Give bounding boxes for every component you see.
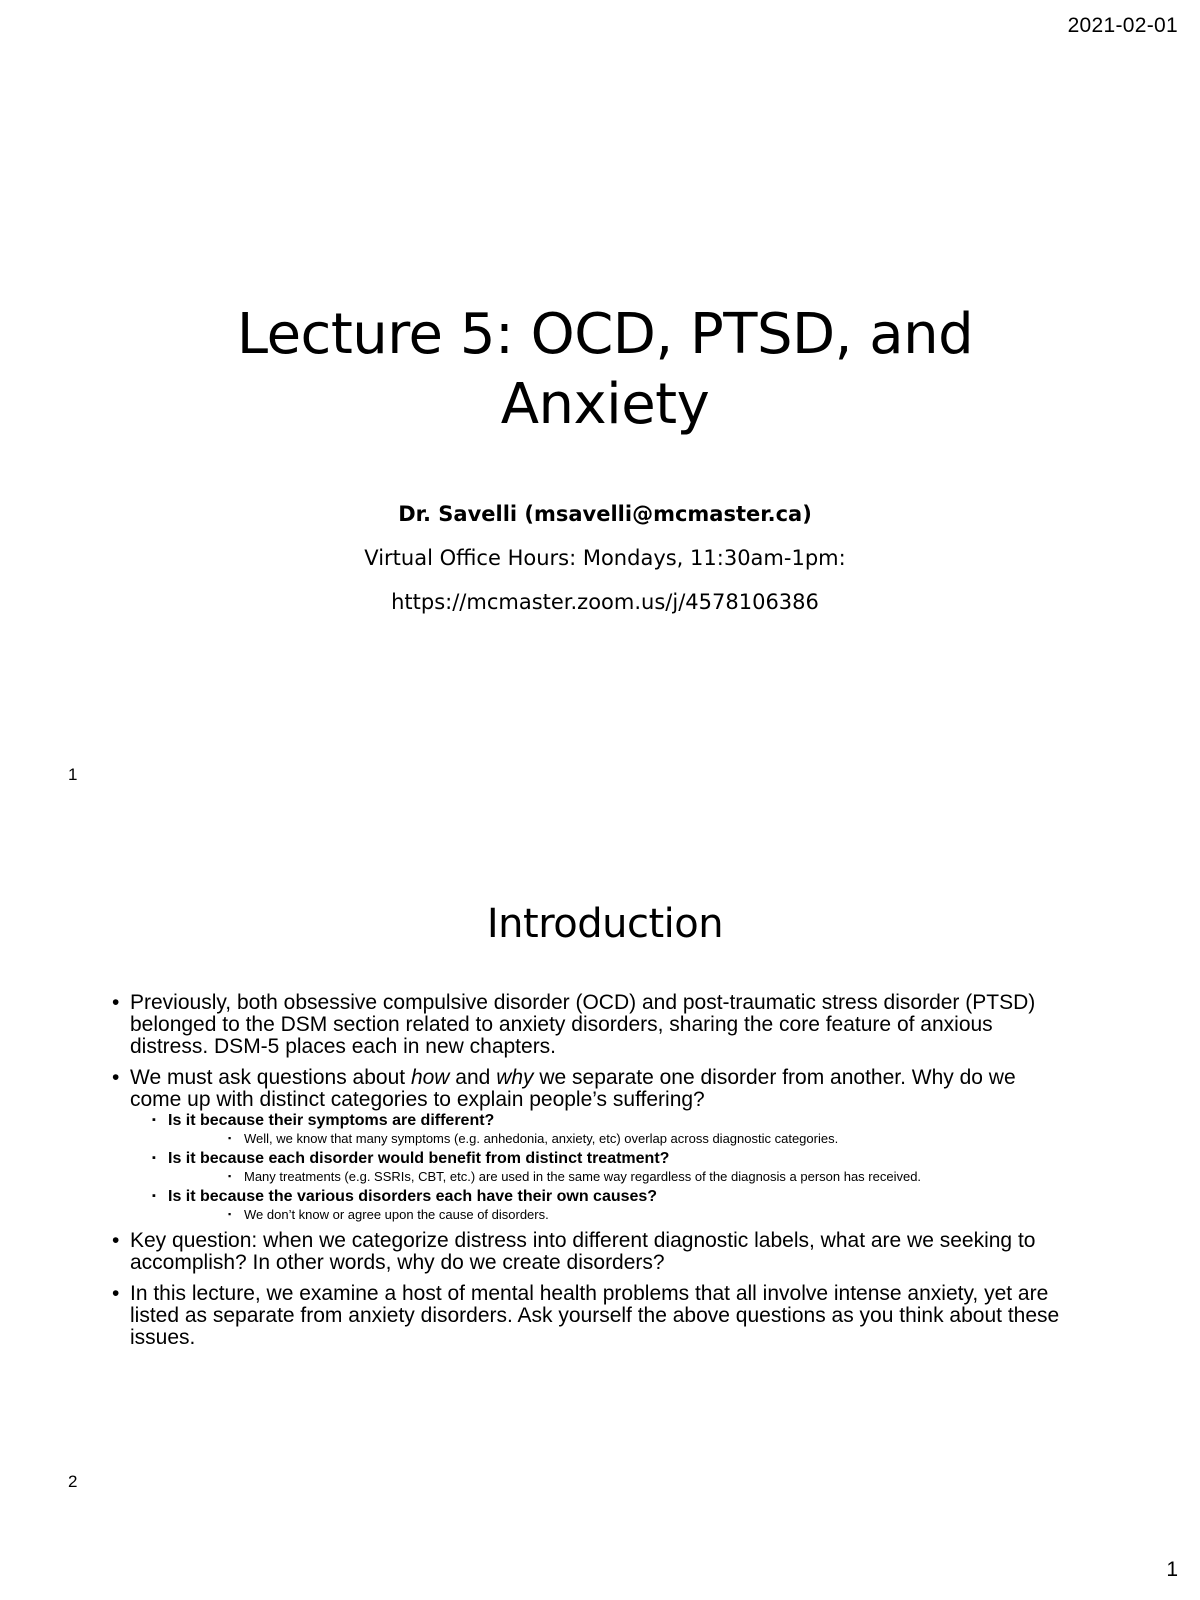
slide-number: 1 (68, 765, 78, 784)
instructor-contact: Dr. Savelli (msavelli@mcmaster.ca) (398, 502, 812, 526)
zoom-link[interactable]: https://mcmaster.zoom.us/j/4578106386 (391, 590, 819, 614)
slide-title: Introduction (486, 901, 724, 947)
sub-bullet-item (130, 1111, 1070, 1145)
bullet-item: • In this lecture, we examine a host of mental health problems that all involve intense anxiety, yet are listed as separate from anxiety disorders. Ask yourself the above questions as you think about these issues. (60, 1283, 1070, 1349)
slide-1 (60, 300, 1150, 784)
bullet-item: • Key question: when we categorize distress into different diagnostic labels, what are we seeking to accomplish? In other words, why do we create disorders? (60, 1230, 1070, 1274)
emphasis-why: why (496, 1066, 534, 1089)
page-date: 2021-02-01 (1067, 14, 1178, 37)
slide-2 (60, 900, 1150, 1500)
bullet-item: • Previously, both obsessive compulsive disorder (OCD) and post-traumatic stress disorder (PTSD) belonged to the DSM section related to anxiety disorders, sharing the core feature of anxious distress. DSM-5 places each in new chapters. (60, 992, 1070, 1058)
slide-subtitle (60, 492, 1150, 624)
page-number: 1 (1166, 1558, 1178, 1581)
slide-title: Lecture 5: OCD, PTSD, and Anxiety (236, 302, 974, 437)
detail-list (168, 1170, 1070, 1183)
bullet-text: we separate one disorder from another. Why do we come up with distinct categories to explain people’s suffering? (130, 1066, 1016, 1111)
bullet-item (60, 1067, 1070, 1221)
question-text: Is it because each disorder would benefit from distinct treatment? (168, 1150, 670, 1167)
question-text: Is it because their symptoms are different? (168, 1112, 495, 1129)
sub-bullet-item (130, 1187, 1070, 1221)
detail-item: ▪ Well, we know that many symptoms (e.g. anhedonia, anxiety, etc) overlap across diagnostic categories. (168, 1132, 1044, 1145)
question-text: Is it because the various disorders each have their own causes? (168, 1188, 658, 1205)
bullet-text: We must ask questions about (130, 1066, 411, 1089)
detail-item: ▪ Many treatments (e.g. SSRIs, CBT, etc.) are used in the same way regardless of the diagnosis a person has received. (168, 1170, 1044, 1183)
detail-list (168, 1208, 1070, 1221)
office-hours: Virtual Office Hours: Mondays, 11:30am-1pm: (364, 546, 846, 570)
sub-bullet-item (130, 1149, 1070, 1183)
slide-number: 2 (68, 1472, 78, 1491)
detail-list (168, 1132, 1070, 1145)
detail-item: ▪ We don’t know or agree upon the cause of disorders. (168, 1208, 1044, 1221)
bullet-list (60, 992, 1150, 1349)
bullet-text: and (449, 1066, 497, 1089)
emphasis-how: how (410, 1066, 450, 1089)
sub-bullet-list (130, 1111, 1070, 1221)
